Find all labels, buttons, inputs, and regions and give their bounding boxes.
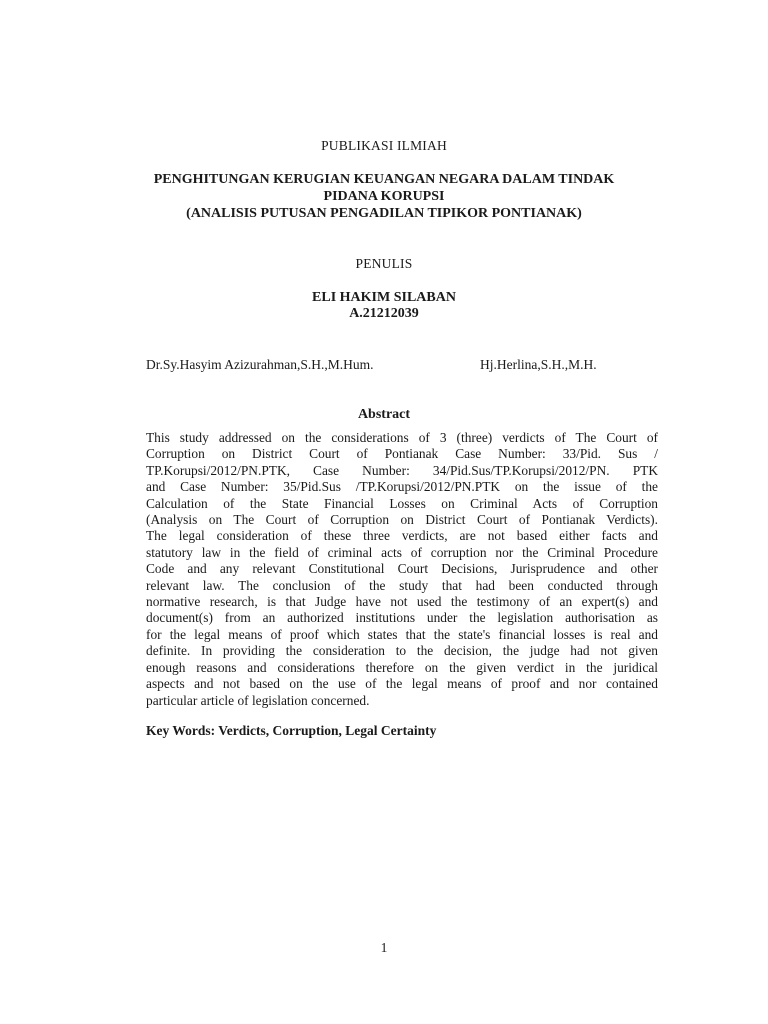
page-number: 1	[380, 940, 388, 955]
abstract-line: enough reasons and considerations therefore on the given verdict in the juridical	[146, 659, 658, 675]
abstract-line: particular article of legislation concerned.	[146, 692, 370, 708]
title-line-1: PENGHITUNGAN KERUGIAN KEUANGAN NEGARA DALAM TINDAK	[153, 172, 615, 187]
abstract-line: The legal consideration of these three verdicts, are not based either facts and	[146, 528, 658, 544]
supervisor-2: Hj.Herlina,S.H.,M.H.	[480, 357, 597, 372]
abstract-line: aspects and not based on the use of the legal means of proof and nor contained	[146, 676, 658, 692]
abstract-line: for the legal means of proof which states that the state's financial losses is real and	[146, 626, 658, 642]
author-id: A.21212039	[349, 306, 419, 321]
abstract-line: relevant law. The conclusion of the study that had been conducted through	[146, 577, 658, 593]
keywords: Key Words: Verdicts, Corruption, Legal Certainty	[146, 723, 437, 738]
abstract-line: definite. In providing the consideration to the decision, the judge had not given	[146, 643, 658, 659]
abstract-line: document(s) from an authorized institutions under the legislation authorisation as	[146, 610, 658, 626]
abstract-body	[146, 430, 658, 709]
title-line-2: PIDANA KORUPSI	[323, 189, 445, 204]
abstract-line: Corruption on District Court of Pontianak Case Number: 33/Pid. Sus /	[146, 446, 658, 462]
abstract-line: (Analysis on The Court of Corruption on District Court of Pontianak Verdicts).	[146, 512, 658, 528]
abstract-line: TP.Korupsi/2012/PN.PTK, Case Number: 34/Pid.Sus/TP.Korupsi/2012/PN. PTK	[146, 462, 658, 478]
abstract-line: normative research, is that Judge have not used the testimony of an expert(s) and	[146, 594, 658, 610]
abstract-line: statutory law in the field of criminal acts of corruption nor the Criminal Procedure	[146, 544, 658, 560]
abstract-heading: Abstract	[357, 407, 411, 422]
title-line-3: (ANALISIS PUTUSAN PENGADILAN TIPIKOR PONTIANAK)	[186, 206, 582, 221]
abstract-line: Code and any relevant Constitutional Court Decisions, Jurisprudence and other	[146, 561, 658, 577]
author-label: PENULIS	[355, 256, 413, 271]
abstract-line: and Case Number: 35/Pid.Sus /TP.Korupsi/2012/PN.PTK on the issue of the	[146, 479, 658, 495]
publication-label: PUBLIKASI ILMIAH	[321, 138, 447, 153]
author-name: ELI HAKIM SILABAN	[312, 290, 456, 305]
abstract-line: Calculation of the State Financial Losses on Criminal Acts of Corruption	[146, 495, 658, 511]
abstract-line: This study addressed on the considerations of 3 (three) verdicts of The Court of	[146, 430, 658, 445]
supervisor-1: Dr.Sy.Hasyim Azizurahman,S.H.,M.Hum.	[146, 357, 374, 372]
